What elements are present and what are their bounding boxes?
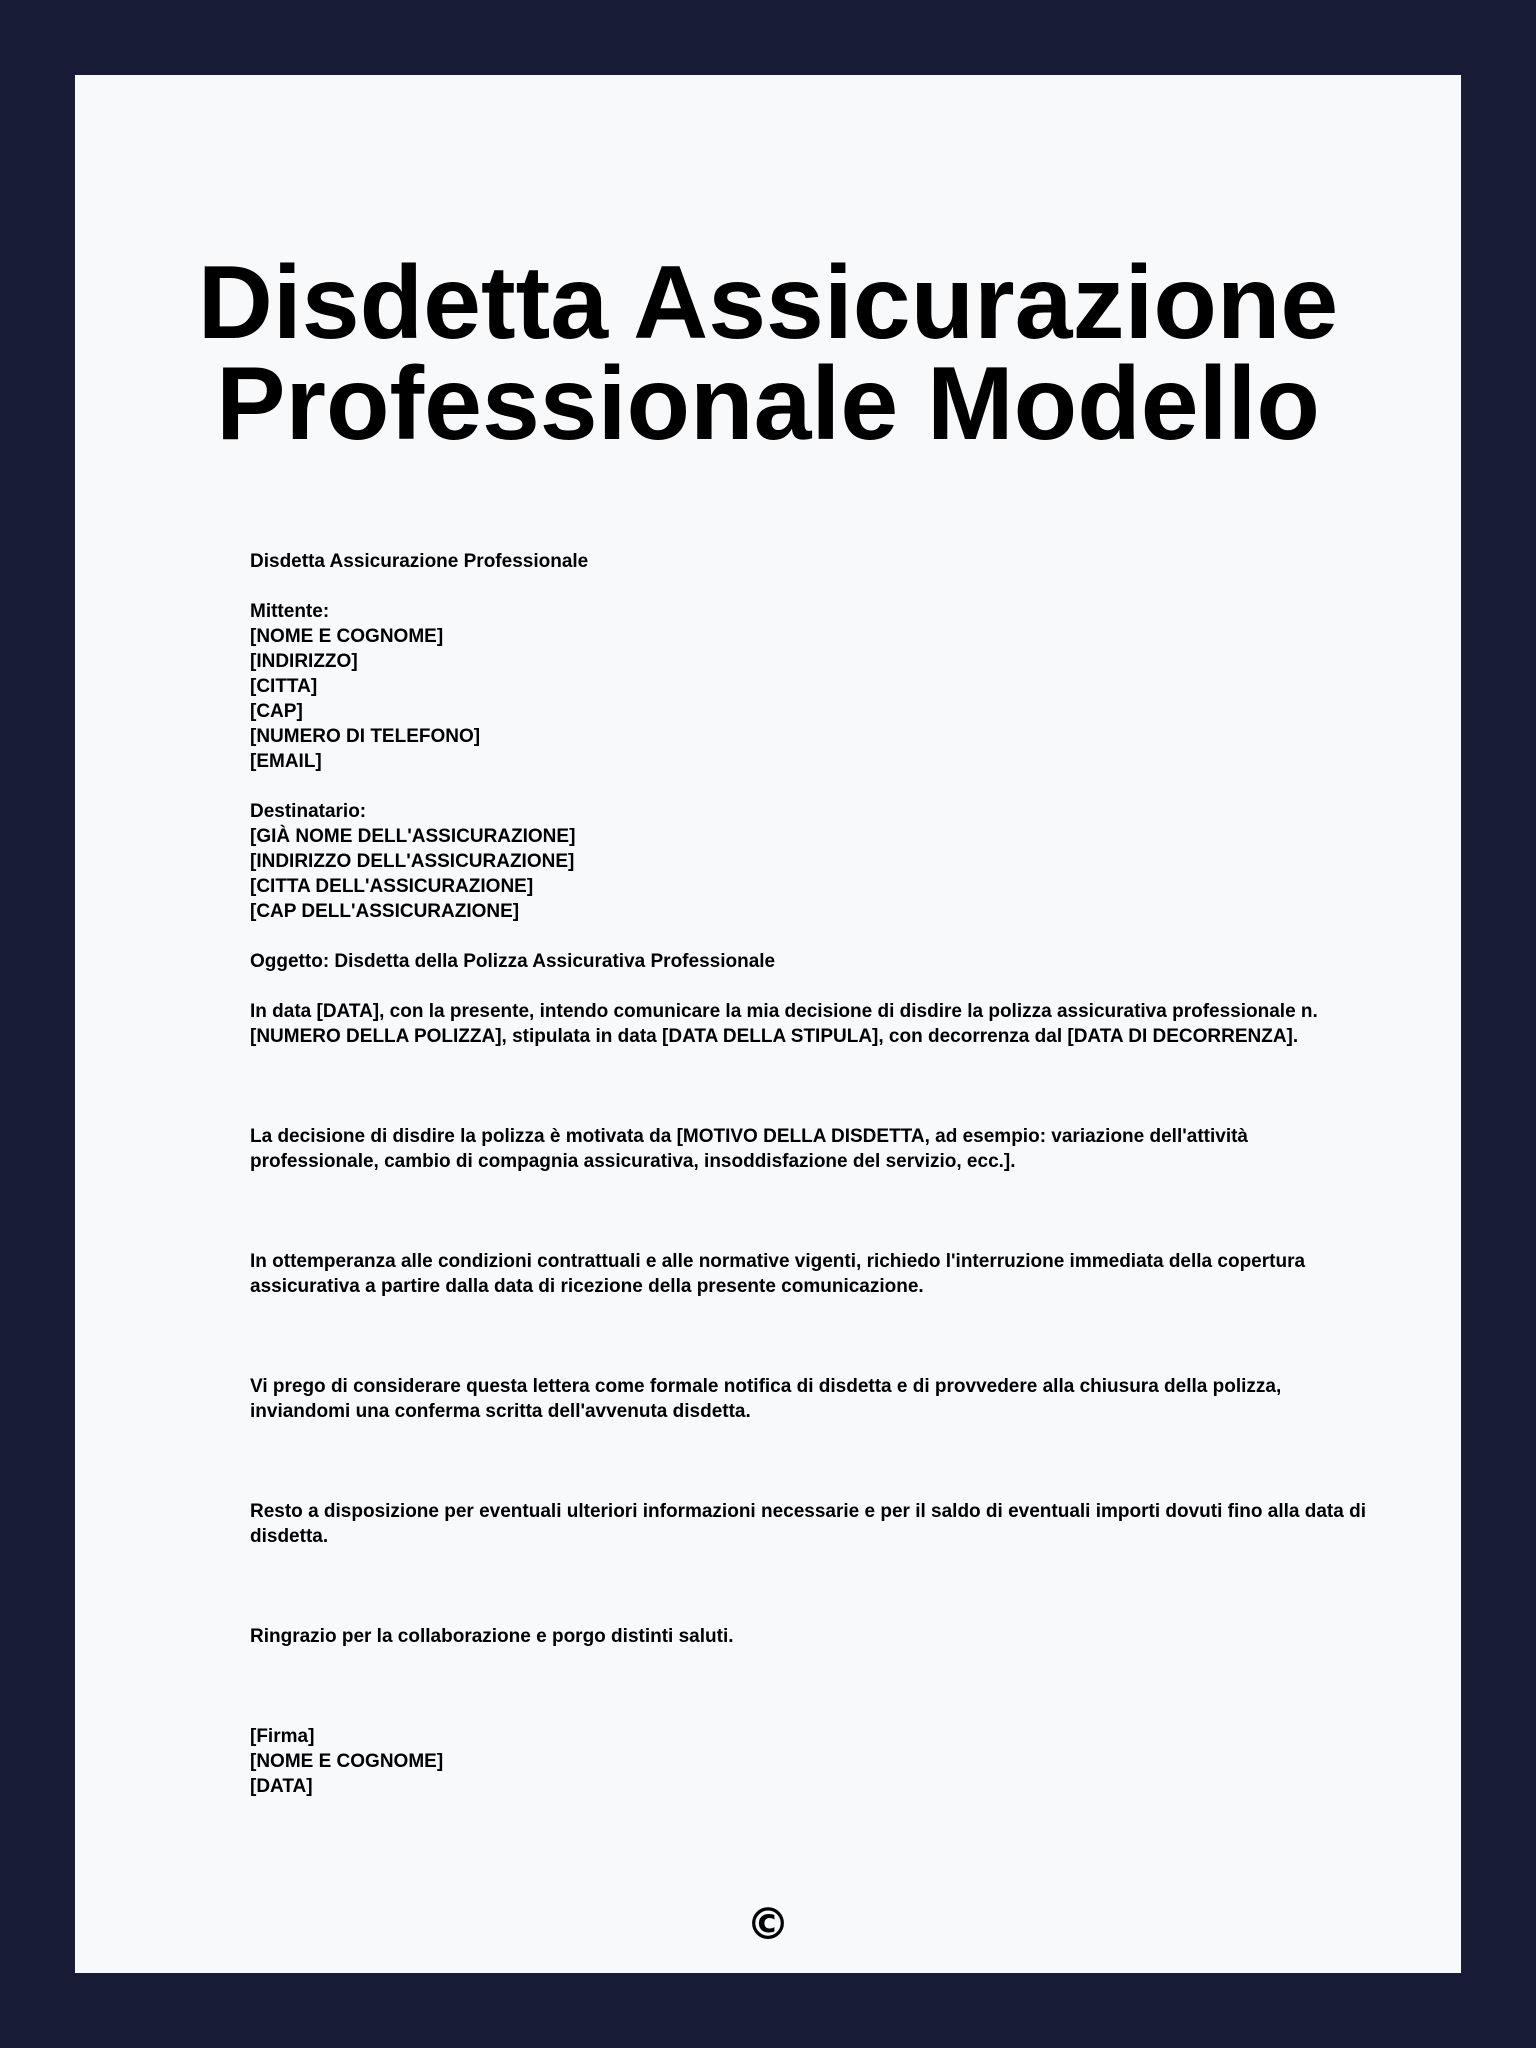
recipient-line: [INDIRIZZO DELL'ASSICURAZIONE] — [250, 851, 575, 872]
sender-block — [250, 599, 1370, 774]
letter-subject: Oggetto: Disdetta della Polizza Assicurativa Professionale — [250, 951, 776, 972]
paragraph: Vi prego di considerare questa lettera come formale notifica di disdetta e di provvedere alla chiusura della polizza, inviandomi una conferma scritta dell'avvenuta disdetta. — [250, 1376, 1282, 1422]
sender-line: [NUMERO DI TELEFONO] — [250, 726, 481, 747]
sender-line: [CAP] — [250, 701, 303, 722]
sender-line: [INDIRIZZO] — [250, 651, 358, 672]
page-title — [75, 245, 1461, 462]
sender-line: [NOME E COGNOME] — [250, 626, 444, 647]
sender-line: [CITTA] — [250, 676, 318, 697]
recipient-line: [GIÀ NOME DELL'ASSICURAZIONE] — [250, 826, 576, 847]
closing-paragraph: Ringrazio per la collaborazione e porgo distinti saluti. — [250, 1626, 734, 1647]
signature-line: [NOME E COGNOME] — [250, 1751, 444, 1772]
recipient-block — [250, 799, 1370, 924]
signature-line: [Firma] — [250, 1726, 315, 1747]
sender-line: [EMAIL] — [250, 751, 322, 772]
document-page — [75, 75, 1461, 1973]
signature-line: [DATA] — [250, 1776, 313, 1797]
letter-heading: Disdetta Assicurazione Professionale — [250, 551, 589, 572]
paragraph: Resto a disposizione per eventuali ulteriori informazioni necessarie e per il saldo di eventuali importi dovuti fino alla data di disdetta. — [250, 1501, 1366, 1547]
recipient-line: [CITTA DELL'ASSICURAZIONE] — [250, 876, 534, 897]
copyright-icon: © — [746, 1899, 790, 1950]
title-line-2: Professionale Modello — [216, 346, 1320, 462]
letter-body — [250, 549, 1370, 1799]
paragraph: La decisione di disdire la polizza è motivata da [MOTIVO DELLA DISDETTA, ad esempio: variazione dell'attività professionale, cambio di compagnia assicurativa, insoddisfazione del servizio, ecc.]. — [250, 1126, 1249, 1172]
recipient-label: Destinatario: — [250, 801, 367, 822]
paragraph: In ottemperanza alle condizioni contrattuali e alle normative vigenti, richiedo l'interruzione immediata della copertura assicurativa a partire dalla data di ricezione della presente comunicazione. — [250, 1251, 1306, 1297]
recipient-line: [CAP DELL'ASSICURAZIONE] — [250, 901, 520, 922]
paragraph: In data [DATA], con la presente, intendo comunicare la mia decisione di disdire la polizza assicurativa professionale n. [NUMERO DELLA POLIZZA], stipulata in data [DATA DELLA STIPULA], con decorrenza dal [DATA DI DECORRENZA]. — [250, 1001, 1318, 1047]
sender-label: Mittente: — [250, 601, 330, 622]
title-line-1: Disdetta Assicurazione — [197, 245, 1339, 361]
signature-block — [250, 1724, 1370, 1799]
